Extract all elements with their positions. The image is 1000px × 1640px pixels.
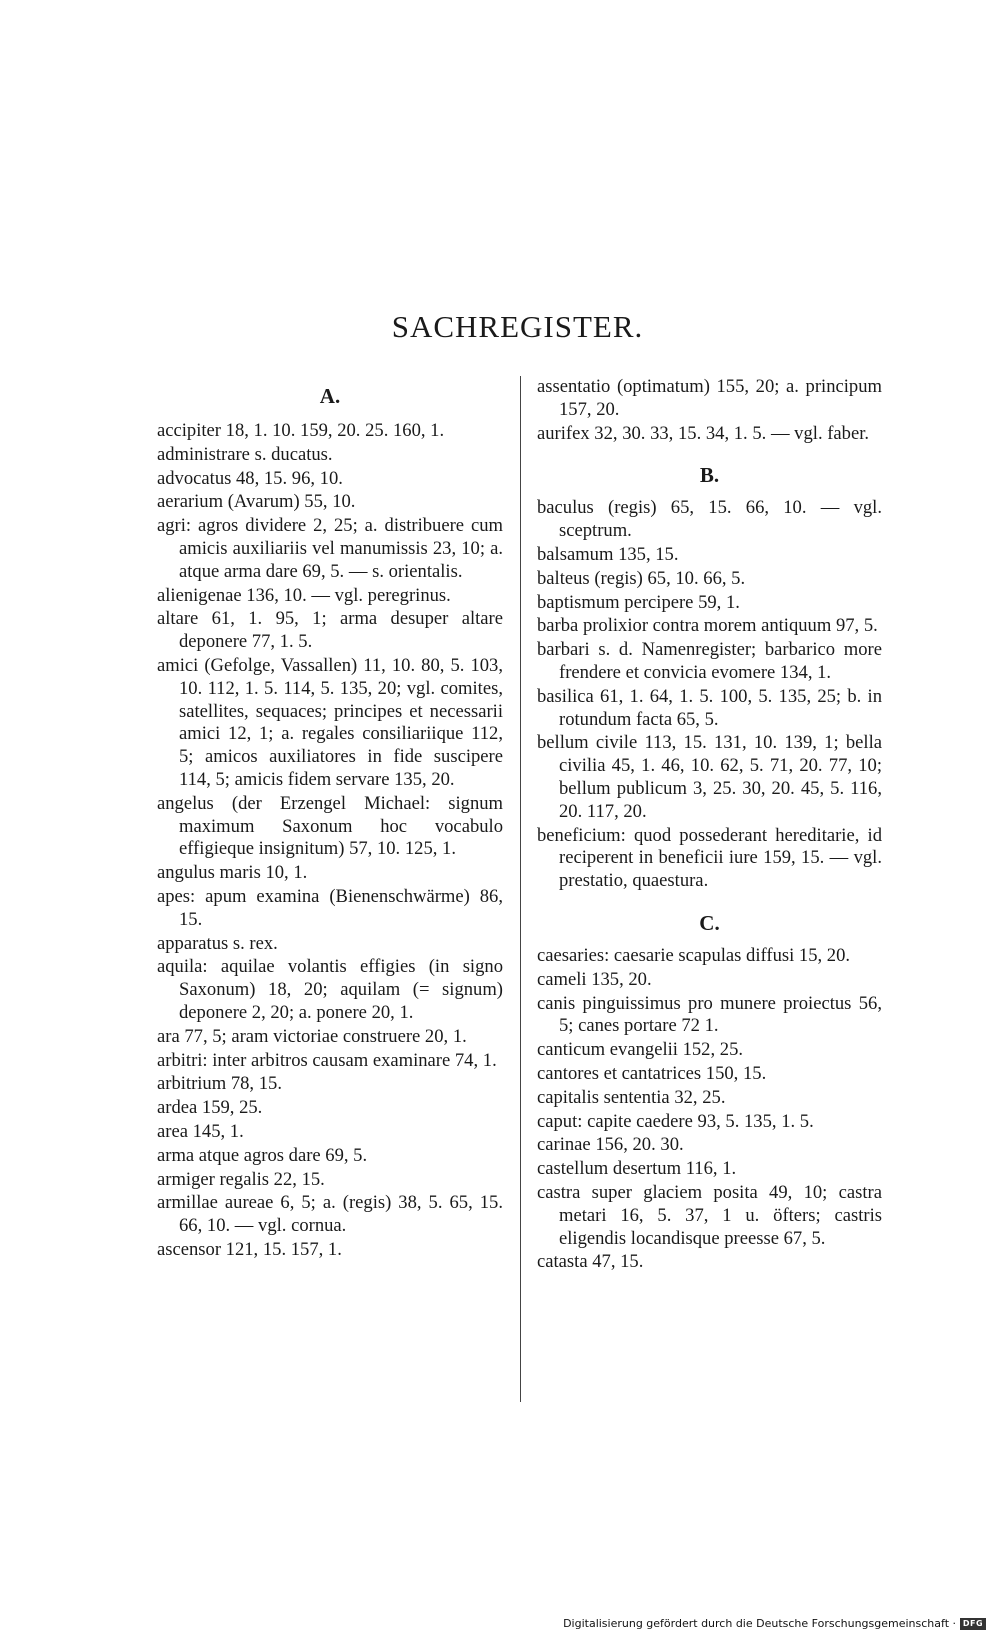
entry-list-a-continued	[537, 376, 882, 445]
index-entry: aurifex 32, 30. 33, 15. 34, 1. 5. — vgl. faber.	[537, 422, 870, 444]
dfg-logo: DFG	[960, 1618, 986, 1630]
index-entry: baptismum percipere 59, 1.	[537, 591, 740, 613]
index-entry: canticum evangelii 152, 25.	[537, 1039, 744, 1061]
index-entry: arbitri: inter arbitros causam examinare 74, 1.	[157, 1049, 497, 1071]
index-entry: ascensor 121, 15. 157, 1.	[157, 1238, 342, 1260]
index-entry: barbari s. d. Namenregister; barbarico more frendere et convicia evomere 134, 1.	[537, 639, 882, 683]
right-column	[537, 376, 882, 1275]
index-entry: altare 61, 1. 95, 1; arma desuper altare deponere 77, 1. 5.	[157, 608, 503, 653]
index-entry: beneficium: quod possederant hereditarie, id reciperent in beneficii iure 159, 15. — vgl. prestatio, quaestura.	[537, 824, 882, 892]
index-entry: aerarium (Avarum) 55, 10.	[157, 491, 356, 513]
entry-list-a	[157, 420, 503, 1262]
entry-list-c	[537, 945, 882, 1274]
entry-list-b	[537, 497, 882, 893]
index-entry: barba prolixior contra morem antiquum 97, 5.	[537, 615, 878, 637]
index-entry: castellum desertum 116, 1.	[537, 1158, 737, 1180]
index-entry: castra super glaciem posita 49, 10; castra metari 16, 5. 37, 1 u. öfters; castris eligendis locandisque preesse 67, 5.	[537, 1181, 882, 1249]
index-entry: arbitrium 78, 15.	[157, 1073, 282, 1095]
credit-text: Digitalisierung gefördert durch die Deutsche Forschungsgemeinschaft ·	[563, 1617, 956, 1630]
index-entry: amici (Gefolge, Vassallen) 11, 10. 80, 5. 103, 10. 112, 1. 5. 114, 5. 135, 20; vgl. comites, satellites, sequaces; principes et necessarii amici 12, 1; a. regales consiliariique 112, 5; amicos auxiliatores in fide suscipere 114, 5; amicis fidem servare 135, 20.	[157, 654, 503, 790]
index-entry: area 145, 1.	[157, 1120, 244, 1142]
index-entry: arma atque agros dare 69, 5.	[157, 1144, 368, 1166]
index-entry: angelus (der Erzengel Michael: signum maximum Saxonum hoc vocabulo effigieque insignitum) 57, 10. 125, 1.	[157, 792, 503, 860]
index-entry: assentatio (optimatum) 155, 20; a. principum 157, 20.	[537, 376, 882, 420]
index-entry: agri: agros dividere 2, 25; a. distribuere cum amicis auxiliariis vel manumissis 23, 10; a. atque arma dare 69, 5. — s. orientalis.	[157, 515, 503, 582]
section-heading-a: A.	[319, 384, 341, 408]
index-entry: canis pinguissimus pro munere proiectus 56, 5; canes portare 72 1.	[537, 992, 882, 1037]
index-entry: carinae 156, 20. 30.	[537, 1134, 684, 1156]
page-title: SACHREGISTER.	[391, 309, 644, 344]
index-entry: baculus (regis) 65, 15. 66, 10. — vgl. sceptrum.	[537, 497, 882, 542]
index-entry: aquila: aquilae volantis effigies (in signo Saxonum) 18, 20; aquilam (= signum) deponere 2, 20; a. ponere 20, 1.	[157, 956, 503, 1023]
section-heading-b: B.	[699, 463, 720, 488]
index-entry: balteus (regis) 65, 10. 66, 5.	[537, 567, 746, 589]
index-entry: cameli 135, 20.	[537, 968, 652, 990]
index-entry: cantores et cantatrices 150, 15.	[537, 1062, 767, 1084]
index-entry: apes: apum examina (Bienenschwärme) 86, 15.	[157, 885, 503, 930]
index-entry: balsamum 135, 15.	[537, 543, 679, 565]
left-column	[157, 378, 503, 1263]
index-entry: alienigenae 136, 10. — vgl. peregrinus.	[157, 584, 451, 606]
index-entry: bellum civile 113, 15. 131, 10. 139, 1; bella civilia 45, 1. 46, 10. 62, 5. 71, 20. 77, 10; bellum publicum 3, 25. 30, 20. 45, 5. 116, 20. 117, 20.	[537, 732, 882, 822]
index-entry: basilica 61, 1. 64, 1. 5. 100, 5. 135, 25; b. in rotundum facta 65, 5.	[537, 685, 882, 730]
index-entry: apparatus s. rex.	[157, 932, 278, 954]
digitization-credit	[563, 1617, 986, 1630]
column-divider	[520, 376, 521, 1402]
index-entry: caesaries: caesarie scapulas diffusi 15, 20.	[537, 944, 851, 966]
index-entry: angulus maris 10, 1.	[157, 862, 308, 884]
index-entry: advocatus 48, 15. 96, 10.	[157, 467, 343, 489]
index-entry: armillae aureae 6, 5; a. (regis) 38, 5. 65, 15. 66, 10. — vgl. cornua.	[157, 1192, 503, 1237]
index-entry: catasta 47, 15.	[537, 1251, 644, 1273]
index-entry: caput: capite caedere 93, 5. 135, 1. 5.	[537, 1110, 814, 1132]
index-entry: administrare s. ducatus.	[157, 443, 333, 465]
index-entry: capitalis sententia 32, 25.	[537, 1086, 726, 1108]
index-entry: armiger regalis 22, 15.	[157, 1168, 325, 1190]
section-heading-c: C.	[699, 910, 720, 935]
index-entry: accipiter 18, 1. 10. 159, 20. 25. 160, 1.	[157, 420, 445, 441]
index-entry: ardea 159, 25.	[157, 1097, 263, 1119]
index-entry: ara 77, 5; aram victoriae construere 20, 1.	[157, 1025, 467, 1047]
